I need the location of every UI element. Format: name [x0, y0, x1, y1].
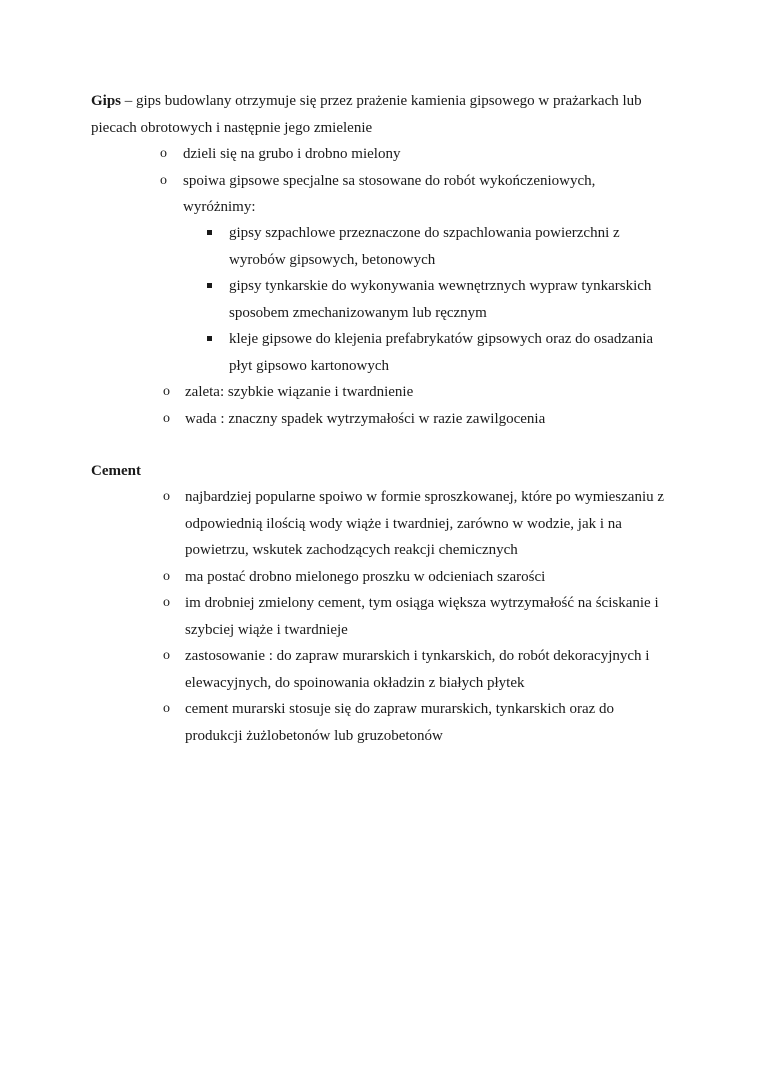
- circle-bullet-icon: o: [160, 146, 167, 161]
- cement-heading: Cement: [91, 463, 141, 479]
- list-item-text: im drobniej zmielony cement, tym osiąga większa wytrzymałość na ściskanie i szybciej wiąże i twardnieje: [185, 595, 659, 638]
- cement-list: [163, 484, 675, 749]
- square-bullet-icon: [207, 230, 212, 235]
- circle-bullet-icon: o: [160, 172, 167, 188]
- list-item: [163, 643, 675, 696]
- gips-intro-text: – gips budowlany otrzymuje się przez prażenie kamienia gipsowego w prażarkach lub piecach obrotowych i następnie jego zmielenie: [91, 93, 642, 136]
- list-item-text: zastosowanie : do zapraw murarskich i tynkarskich, do robót dekoracyjnych i elewacyjnych, do spoinowania okładzin z białych płytek: [185, 648, 650, 691]
- list-item-text: cement murarski stosuje się do zapraw murarskich, tynkarskich oraz do produkcji żużlobetonów lub gruzobetonów: [185, 701, 615, 744]
- list-item-text: spoiwa gipsowe specjalne sa stosowane do robót wykończeniowych, wyróżnimy:: [183, 172, 596, 215]
- circle-bullet-icon: o: [163, 648, 170, 663]
- gips-list-after: [163, 379, 655, 432]
- circle-bullet-icon: o: [163, 595, 170, 610]
- list-item: [163, 379, 655, 406]
- list-item-text: kleje gipsowe do klejenia prefabrykatów gipsowych oraz do osadzania płyt gipsowo kartonowych: [229, 331, 654, 374]
- gips-list: [160, 141, 623, 221]
- list-item: [229, 273, 669, 326]
- list-item: [163, 564, 675, 591]
- list-item-text: wada : znaczny spadek wytrzymałości w razie zawilgocenia: [185, 410, 546, 427]
- list-item: [229, 220, 669, 273]
- square-bullet-icon: [207, 283, 212, 288]
- list-item: [229, 326, 669, 379]
- square-bullet-icon: [207, 336, 212, 341]
- circle-bullet-icon: o: [163, 410, 170, 426]
- list-item-text: ma postać drobno mielonego proszku w odcieniach szarości: [185, 568, 546, 585]
- list-item: [160, 168, 623, 221]
- circle-bullet-icon: o: [163, 489, 170, 504]
- list-item: [163, 406, 655, 433]
- circle-bullet-icon: o: [163, 384, 170, 399]
- gips-sublist: [229, 220, 669, 379]
- list-item: [163, 696, 675, 749]
- gips-intro-paragraph: [91, 88, 681, 141]
- list-item: [163, 590, 675, 643]
- circle-bullet-icon: o: [163, 568, 170, 584]
- list-item-text: gipsy szpachlowe przeznaczone do szpachlowania powierzchni z wyrobów gipsowych, betonowych: [229, 225, 620, 268]
- gips-heading: Gips: [91, 93, 122, 109]
- list-item: [160, 141, 623, 168]
- list-item-text: dzieli się na grubo i drobno mielony: [183, 146, 401, 162]
- list-item-text: zaleta: szybkie wiązanie i twardnienie: [185, 384, 414, 400]
- list-item: [163, 484, 675, 564]
- list-item-text: gipsy tynkarskie do wykonywania wewnętrznych wypraw tynkarskich sposobem zmechanizowanym lub ręcznym: [229, 278, 652, 321]
- list-item-text: najbardziej popularne spoiwo w formie sproszkowanej, które po wymieszaniu z odpowiednią ilością wody wiąże i twardniej, zarówno w wodzie, jak i na powietrzu, wskutek zachodzących reakcji chemicznych: [185, 489, 665, 558]
- circle-bullet-icon: o: [163, 701, 170, 716]
